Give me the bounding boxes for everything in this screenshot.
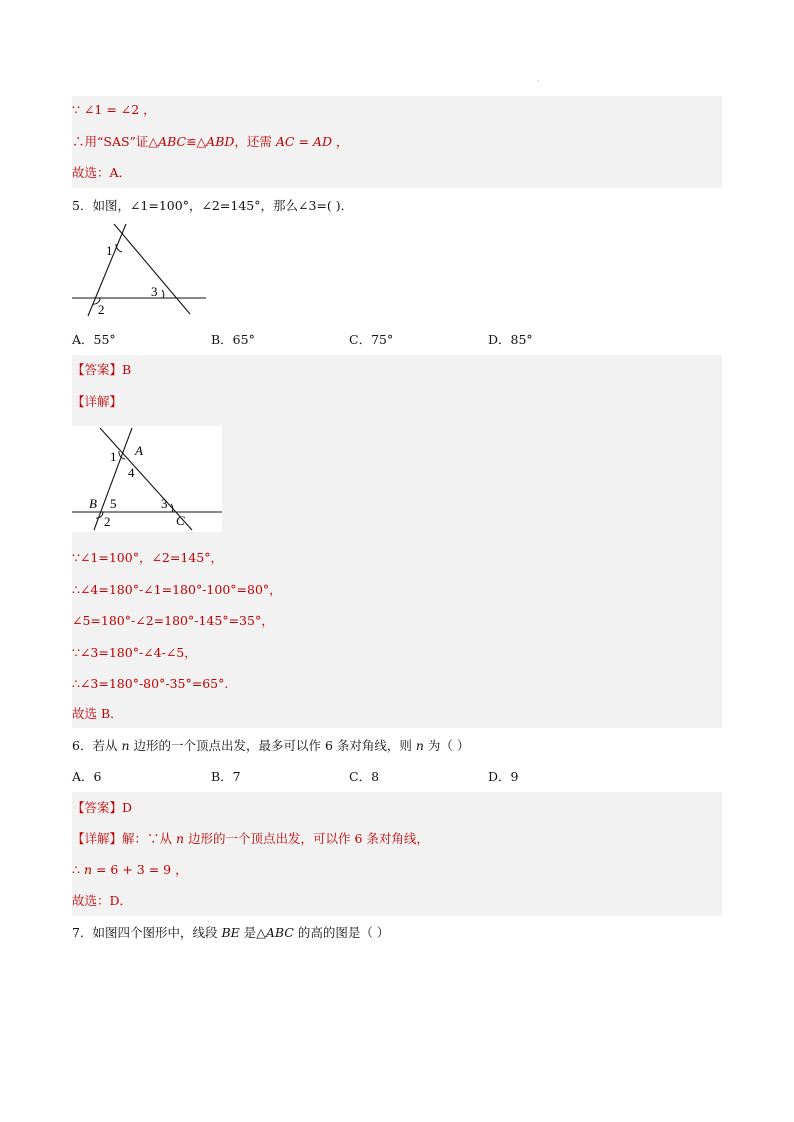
detail-label-3: 3 — [161, 496, 168, 511]
q6-answer-block — [72, 792, 722, 916]
q6-conclusion: 故选：D． — [72, 893, 133, 908]
q5-figure-line-left — [88, 224, 126, 316]
prev-solution-conclusion: 故选：A． — [72, 165, 132, 180]
detail-label-C: C — [176, 513, 185, 528]
q5-step-3: ∠5=180°-∠2=180°-145°=35°， — [72, 613, 274, 628]
q5-answer-block — [72, 355, 722, 728]
detail-label-5: 5 — [110, 496, 117, 511]
q5-step-4: ∵∠3=180°-∠4-∠5， — [72, 645, 197, 660]
q5-label-2: 2 — [98, 302, 105, 317]
q5-angle-arc-3 — [162, 290, 164, 298]
q6-stem: 6．若从 n 边形的一个顶点出发，最多可以作 6 条对角线，则 n 为（ ） — [72, 738, 470, 753]
q6-option-d[interactable]: D．9 — [488, 769, 519, 784]
q5-options — [72, 332, 722, 348]
prev-solution-line-1: ∵ ∠1 = ∠2 ， — [72, 102, 156, 117]
detail-label-B: B — [89, 496, 97, 511]
q5-step-5: ∴∠3=180°-80°-35°=65°. — [72, 676, 229, 691]
detail-label-2: 2 — [104, 514, 111, 529]
q5-detail-figure — [72, 426, 222, 532]
scan-speck — [538, 80, 539, 81]
q5-figure-line-right — [114, 224, 190, 314]
q6-detail: 【详解】解：∵从 n 边形的一个顶点出发，可以作 6 条对角线， — [72, 831, 429, 846]
q5-label-1: 1 — [106, 243, 113, 258]
q5-answer: 【答案】B — [72, 362, 132, 377]
q6-answer: 【答案】D — [72, 800, 133, 815]
q6-option-a[interactable]: A．6 — [72, 769, 102, 784]
q5-option-b[interactable]: B．65° — [211, 332, 255, 347]
q6-step: ∴ n = 6 + 3 = 9 ， — [72, 862, 188, 877]
q5-label-3: 3 — [151, 284, 158, 299]
q5-figure — [66, 218, 216, 320]
q6-options — [72, 769, 722, 785]
q7-stem: 7．如图四个图形中，线段 BE 是△ABC 的高的图是（ ） — [72, 925, 390, 940]
detail-label-1: 1 — [110, 449, 117, 464]
q5-option-c[interactable]: C．75° — [349, 332, 394, 347]
q5-step-1: ∵∠1=100°，∠2=145°， — [72, 550, 223, 565]
q5-step-2: ∴∠4=180°-∠1=180°-100°=80°， — [72, 582, 282, 597]
detail-line-left — [94, 428, 132, 530]
q6-option-c[interactable]: C．8 — [349, 769, 380, 784]
q5-conclusion: 故选 B． — [72, 706, 123, 721]
q5-stem: 5．如图，∠1=100°，∠2=145°，那么∠3=( )． — [72, 198, 354, 213]
prev-solution-line-2: ∴用“SAS”证△ABC≌△ABD，还需 AC = AD ， — [72, 134, 349, 149]
q6-option-b[interactable]: B．7 — [211, 769, 241, 784]
detail-label-A: A — [135, 443, 143, 458]
q5-option-a[interactable]: A．55° — [72, 332, 116, 347]
detail-label-4: 4 — [128, 465, 135, 480]
q5-detail-label: 【详解】 — [72, 394, 123, 409]
q5-option-d[interactable]: D．85° — [488, 332, 533, 347]
